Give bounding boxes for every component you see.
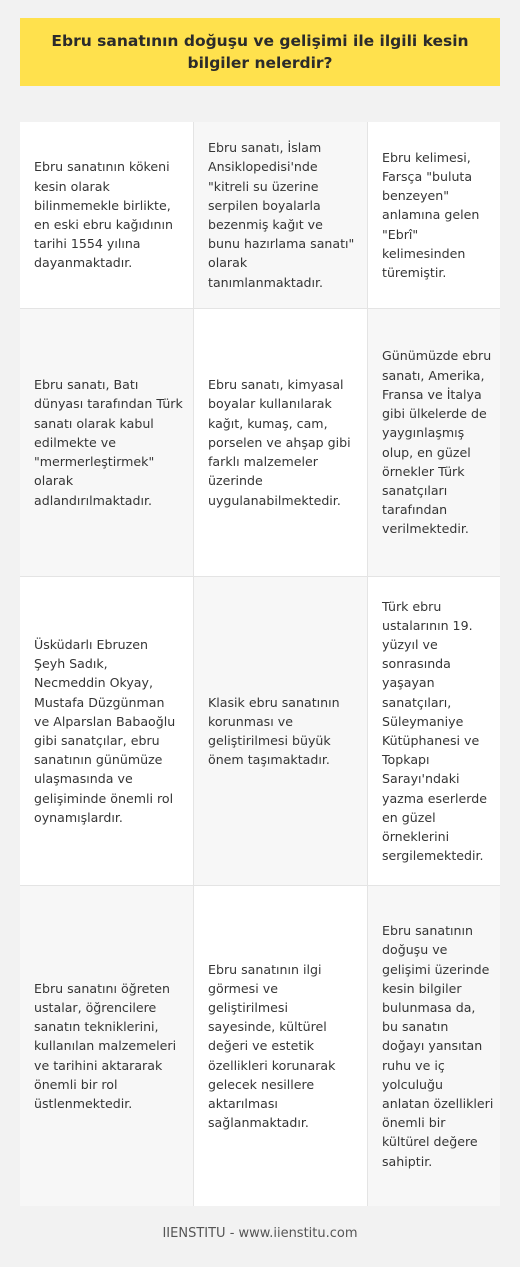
footer-credit: IIENSTITU - www.iienstitu.com: [162, 1226, 358, 1241]
facts-grid: [20, 122, 500, 1206]
fact-cell-r2-c3: Günümüzde ebru sanatı, Amerika, Fransa ve İtalya gibi ülkelerde de yaygınlaşmış olup, en güzel örnekler Türk sanatçıları tarafından verilmektedir.: [368, 309, 500, 577]
fact-cell-r3-c2: Klasik ebru sanatının korunması ve geliştirilmesi büyük önem taşımaktadır.: [194, 577, 368, 886]
fact-cell-r4-c1: Ebru sanatını öğreten ustalar, öğrencilere sanatın tekniklerini, kullanılan malzemeleri ve tarihini aktararak önemli bir rol üstlenmektedir.: [20, 886, 194, 1206]
fact-cell-r3-c3: Türk ebru ustalarının 19. yüzyıl ve sonrasında yaşayan sanatçıları, Süleymaniye Kütüphanesi ve Topkapı Sarayı'ndaki yazma eserlerde en güzel örneklerini sergilemektedir.: [368, 577, 500, 886]
fact-cell-r1-c3: Ebru kelimesi, Farsça "buluta benzeyen" anlamına gelen "Ebrî" kelimesinden türemiştir.: [368, 122, 500, 309]
fact-cell-r1-c2: Ebru sanatı, İslam Ansiklopedisi'nde "kitreli su üzerine serpilen boyalarla bezenmiş kağıt ve bunu hazırlama sanatı" olarak tanımlanmaktadır.: [194, 122, 368, 309]
fact-cell-r2-c1: Ebru sanatı, Batı dünyası tarafından Türk sanatı olarak kabul edilmekte ve "mermerleştirmek" olarak adlandırılmaktadır.: [20, 309, 194, 577]
fact-cell-r1-c1: Ebru sanatının kökeni kesin olarak bilinmemekle birlikte, en eski ebru kağıdının tarihi 1554 yılına dayanmaktadır.: [20, 122, 194, 309]
title-banner: [20, 18, 500, 86]
fact-cell-r2-c2: Ebru sanatı, kimyasal boyalar kullanılarak kağıt, kumaş, cam, porselen ve ahşap gibi farklı malzemeler üzerinde uygulanabilmektedir.: [194, 309, 368, 577]
page-title: Ebru sanatının doğuşu ve gelişimi ile ilgili kesin bilgiler nelerdir?: [51, 32, 469, 72]
fact-cell-r3-c1: Üsküdarlı Ebruzen Şeyh Sadık, Necmeddin Okyay, Mustafa Düzgünman ve Alparslan Babaoğlu gibi sanatçılar, ebru sanatının günümüze ulaşmasında ve gelişiminde önemli rol oynamışlardır.: [20, 577, 194, 886]
fact-cell-r4-c3: Ebru sanatının doğuşu ve gelişimi üzerinde kesin bilgiler bulunmasa da, bu sanatın doğayı yansıtan ruhu ve iç yolculuğu anlatan özellikleri önemli bir kültürel değere sahiptir.: [368, 886, 500, 1206]
fact-cell-r4-c2: Ebru sanatının ilgi görmesi ve geliştirilmesi sayesinde, kültürel değeri ve estetik özellikleri korunarak gelecek nesillere aktarılması sağlanmaktadır.: [194, 886, 368, 1206]
